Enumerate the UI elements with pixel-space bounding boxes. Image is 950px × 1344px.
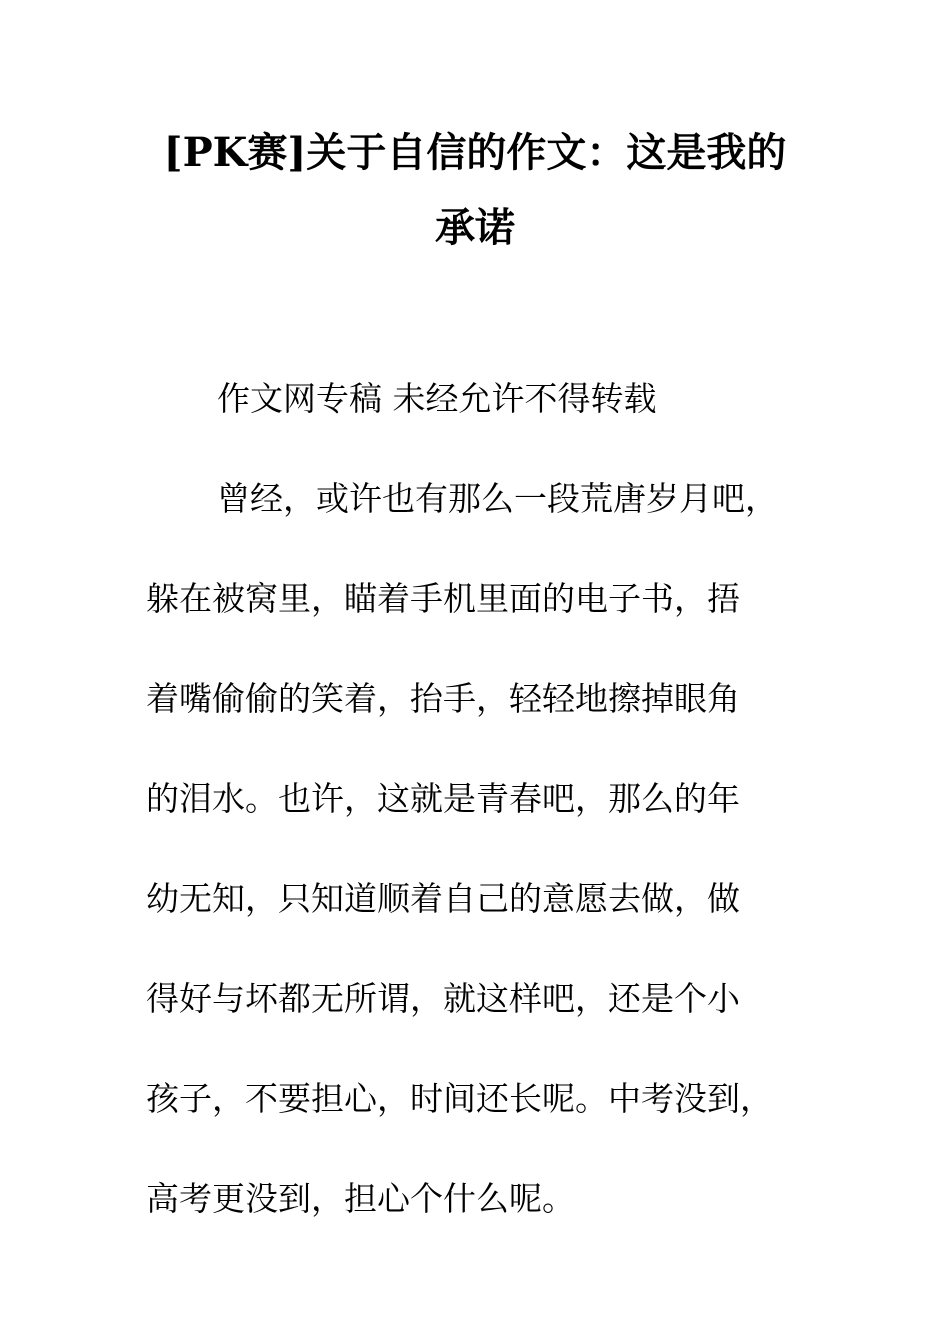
body-line-1: 曾经，或许也有那么一段荒唐岁月吧， [217,479,778,518]
body-line-8: 高考更没到，担心个什么呢。 [146,1179,575,1218]
body-line-5: 幼无知，只知道顺着自己的意愿去做，做 [146,879,740,918]
document-title-line-2: 承诺 [435,204,515,251]
body-line-3: 着嘴偷偷的笑着，抬手，轻轻地擦掉眼角 [146,679,740,718]
document-title-line-1: [PK赛]关于自信的作文：这是我的 [163,129,787,176]
body-line-4: 的泪水。也许，这就是青春吧，那么的年 [146,779,740,818]
body-line-2: 躲在被窝里，瞄着手机里面的电子书，捂 [146,579,740,618]
body-line-7: 孩子，不要担心，时间还长呢。中考没到， [146,1079,773,1118]
body-line-6: 得好与坏都无所谓，就这样吧，还是个小 [146,979,740,1018]
byline: 作文网专稿 未经允许不得转载 [217,379,657,418]
